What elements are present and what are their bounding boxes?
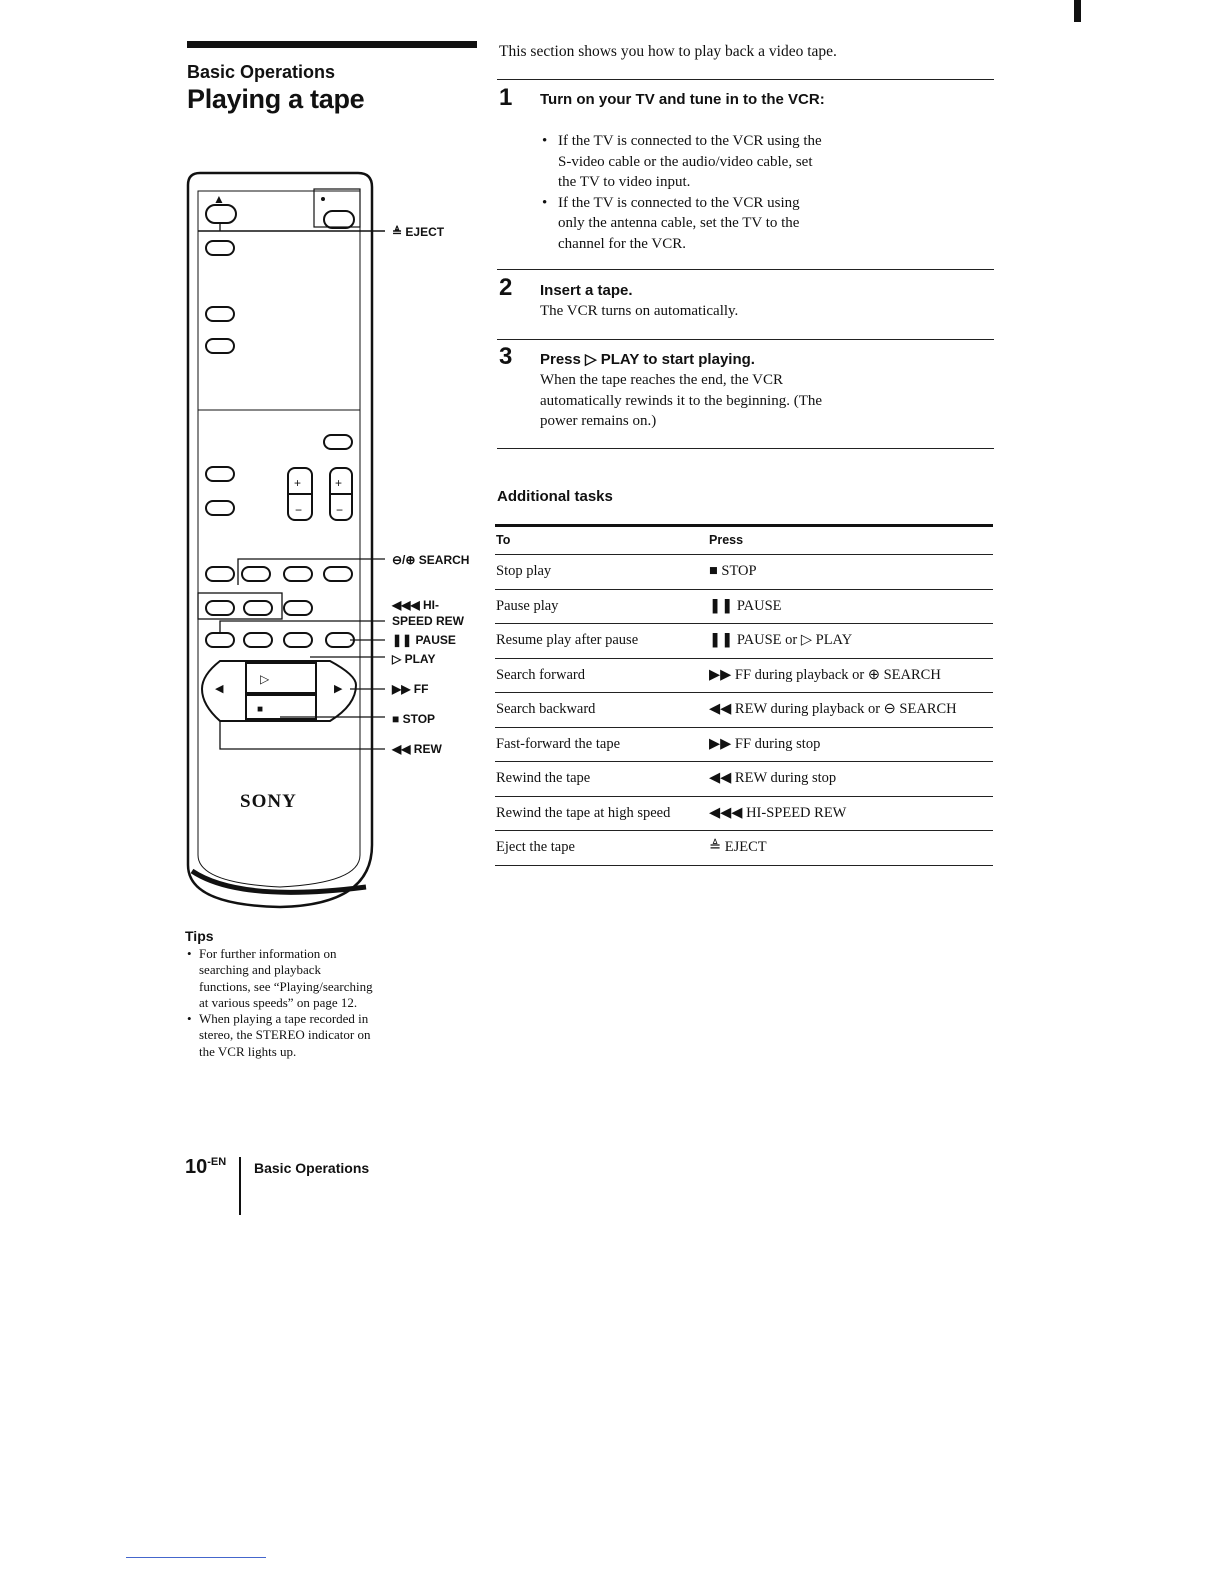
search-rewind-button [206,567,234,581]
eject-label: ≜ EJECT [392,225,445,239]
tip-item: • When playing a tape recorded in stereo, the STEREO indicator on the VCR lights up. [185,1011,375,1060]
ff-label: ▶▶ FF [392,682,429,696]
step-1-title: Turn on your TV and tune in to the VCR: [540,91,825,108]
function-button [324,567,352,581]
step-3-number: 3 [499,343,513,370]
play-icon: ▷ [260,672,270,686]
section-label: Basic Operations [187,62,336,82]
press-cell: ❚❚ PAUSE or ▷ PLAY [708,624,993,659]
minus-icon: − [295,503,303,517]
step-3-title: Press ▷ PLAY to start playing. [540,351,755,368]
task-cell: Stop play [495,555,708,590]
table-row [495,555,993,590]
play-label: ▷ PLAY [392,652,436,666]
search-forward-button [242,567,270,581]
ff-icon: ▶ [334,683,343,695]
divider [497,448,994,449]
divider [497,79,994,80]
plus-search-button [244,601,272,615]
tip-item: • For further information on searching and playback functions, see “Playing/searching at various speeds” on page 12. [185,946,375,1011]
table-row [495,831,993,866]
minus-search-button [206,601,234,615]
additional-tasks-table [495,524,993,866]
table-row [495,762,993,797]
task-cell: Fast-forward the tape [495,727,708,762]
table-row [495,624,993,659]
table-row [495,693,993,728]
remote-bottom-shadow [192,871,366,892]
divider [497,269,994,270]
step-1-bullet: • If the TV is connected to the VCR using the S-video cable or the audio/video cable, set the TV to video input. [540,131,830,193]
play-button [246,663,316,693]
brand-logo: SONY [240,791,297,812]
tips-list [185,946,375,1060]
divider [497,339,994,340]
pause-button [284,633,312,647]
column-header-press: Press [708,526,993,555]
function-button [326,633,354,647]
footer-section: Basic Operations [254,1160,370,1176]
remote-control-illustration [180,165,385,913]
task-cell: Search backward [495,693,708,728]
pause-label: ❚❚ PAUSE [392,633,456,647]
function-button [284,567,312,581]
step-2-title: Insert a tape. [540,282,633,299]
press-cell: ▶▶ FF during playback or ⊕ SEARCH [708,658,993,693]
stop-label: ■ STOP [392,712,436,726]
function-button [206,241,234,255]
plus-icon: + [335,476,343,490]
table-row [495,658,993,693]
function-button [206,339,234,353]
rew-label: ◀◀ REW [392,742,442,756]
function-button [244,633,272,647]
step-2-body: The VCR turns on automatically. [540,303,739,319]
table-header-row [495,526,993,555]
header-rule [187,41,477,48]
function-button [206,501,234,515]
step-3-body: When the tape reaches the end, the VCR automatically rewinds it to the beginning. (The power remains on.) [540,372,823,429]
task-cell: Eject the tape [495,831,708,866]
task-cell: Rewind the tape [495,762,708,797]
press-cell: ◀◀ REW during playback or ⊖ SEARCH [708,693,993,728]
press-cell: ❚❚ PAUSE [708,589,993,624]
step-1-number: 1 [499,84,513,111]
power-button [324,211,354,228]
function-button [206,307,234,321]
function-button [324,435,352,449]
column-header-to: To [495,526,708,555]
additional-tasks-heading: Additional tasks [497,488,613,505]
press-cell: ◀◀◀ HI-SPEED REW [708,796,993,831]
transport-pad-outline [202,661,356,721]
step-1-bullets [540,131,830,254]
hi-speed-rew-button [206,633,234,647]
search-label: ⊖/⊕ SEARCH [392,553,470,567]
task-cell: Search forward [495,658,708,693]
minus-icon: − [336,503,344,517]
remote-inner-outline [198,191,360,887]
step-2-number: 2 [499,274,513,301]
task-cell: Pause play [495,589,708,624]
table-row [495,796,993,831]
table-row [495,727,993,762]
eject-icon: ▲ [213,192,225,206]
bottom-rule [126,1557,266,1558]
press-cell: ≜ EJECT [708,831,993,866]
press-cell: ■ STOP [708,555,993,590]
tips-heading: Tips [185,928,214,944]
task-cell: Rewind the tape at high speed [495,796,708,831]
table-row [495,589,993,624]
hi-speed-rew-label: ◀◀◀ HI-SPEED REW [392,598,465,628]
indicator-dot [321,197,325,201]
page-number-suffix: -EN [207,1156,227,1168]
page-edge-marker [1074,0,1081,22]
task-cell: Resume play after pause [495,624,708,659]
intro-text: This section shows you how to play back a video tape. [499,43,837,60]
footer-divider [239,1157,241,1215]
rew-icon: ◀ [215,683,224,695]
function-button [206,467,234,481]
page-number-value: 10 [185,1156,208,1178]
press-cell: ◀◀ REW during stop [708,762,993,797]
plus-icon: + [294,476,302,490]
press-cell: ▶▶ FF during stop [708,727,993,762]
stop-icon: ■ [257,704,264,715]
function-button [284,601,312,615]
page-title: Playing a tape [187,84,365,114]
page-number [185,1156,226,1179]
eject-button [206,205,236,223]
step-1-bullet: • If the TV is connected to the VCR using only the antenna cable, set the TV to the channel for the VCR. [540,193,830,255]
